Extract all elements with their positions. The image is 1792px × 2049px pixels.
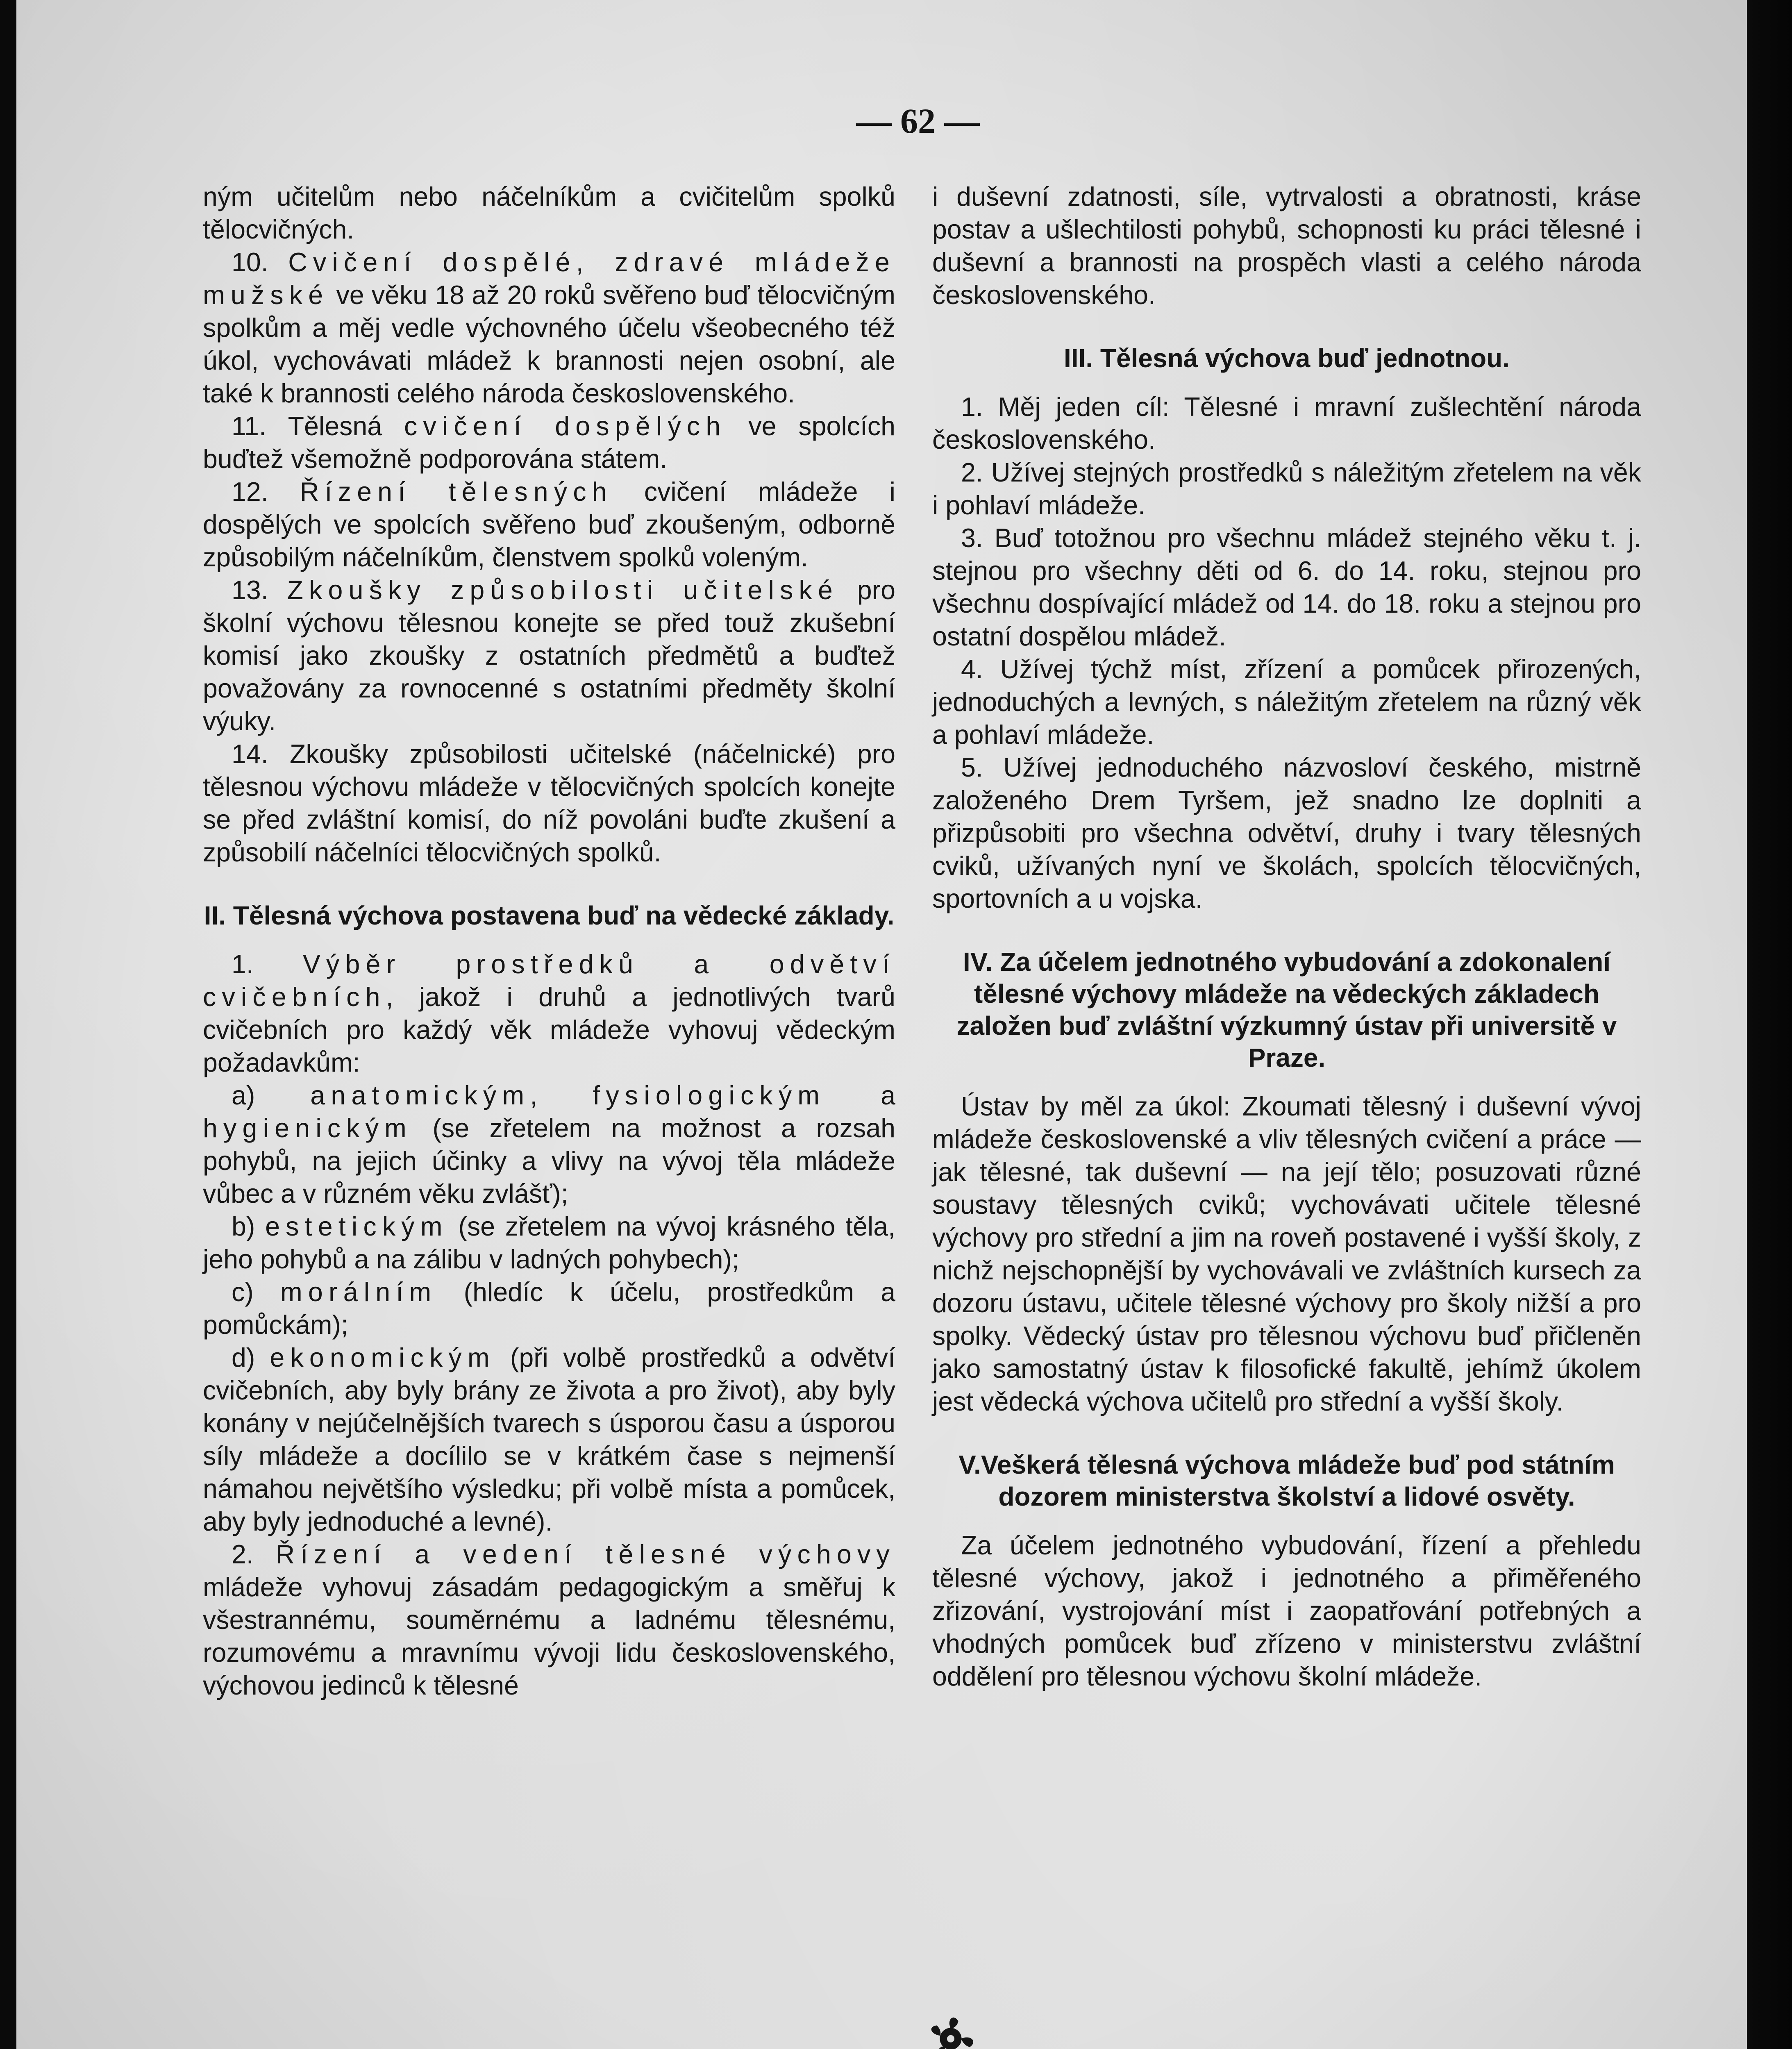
spaced-term: Zkoušky způsobilosti učitelské xyxy=(287,575,838,605)
paragraph-c xyxy=(203,1276,895,1341)
spaced-term: Řízení tělesných xyxy=(300,477,613,507)
section-heading-III: III. Tělesná výchova buď jednotnou. xyxy=(1064,343,1510,373)
paragraph-number: 1. xyxy=(232,950,303,979)
paragraph-number: 2. xyxy=(232,1540,276,1569)
spaced-term: anatomickým xyxy=(310,1081,530,1110)
paragraph-IV: Ústav by měl za úkol: Zkoumati tělesný i duševní vývoj mládeže československé a vliv tělesných cvičení a práce — jak tělesné, tak duševní — na její tělo; posuzovati různé soustavy tělesných cviků; vychovávati učitele tělesné výchovy pro střední a jim na roveň postavené i vyšší školy, z nichž nejschopnější by vychovávali ve zvláštních kursech za dozoru ústavu, učitele tělesné výchovy pro školy nižší a pro spolky. Vědecký ústav pro tělesnou výchovu buď přičleněn jako samostatný ústav k filosofické fakultě, jehímž úkolem jest vědecká výchova učitelů pro střední a vyšší školy. xyxy=(932,1092,1641,1416)
conjunction: a xyxy=(825,1081,895,1110)
spaced-term: ekonomickým xyxy=(270,1343,495,1372)
paragraph-11 xyxy=(203,410,895,475)
paragraph-text: (se zřetelem na možnost a rozsah pohybů, na jejich účinky a vlivy na vývoj těla mládeže vůbec a v různém věku zvlášť); xyxy=(203,1113,895,1209)
paragraph-III-3: 3. Buď totožnou pro všechnu mládež stejného věku t. j. stejnou pro všechny děti od 6. do 14. roku, stejnou pro všechnu dospívající mládež od 14. do 18. roku a stejnou pro ostatní dospělou mládež. xyxy=(932,523,1641,651)
spaced-term: cvičení dospělých xyxy=(404,411,727,441)
paragraph-b xyxy=(203,1210,895,1276)
page-number: — 62 — xyxy=(856,101,980,141)
paragraph-II-1 xyxy=(203,948,895,1079)
paragraph-number: 10. xyxy=(232,248,288,277)
paragraph-14: 14. Zkoušky způsobilosti učitelské (náčelnické) pro tělesnou výchovu mládeže v tělocvičných spolcích konejte se před zvláštní komisí, do níž povoláni buďte zkušení a způsobilí náčelníci tělocvičných spolků. xyxy=(203,739,895,867)
spaced-term: fysiologickým xyxy=(593,1081,826,1110)
paragraph-text: ve věku 18 až 20 roků svěřeno buď tělocvičným spolkům a měj vedle výchovného účelu všeobecného též úkol, vychovávati mládež k brannosti nejen osobní, ale také k brannosti celého národa československého. xyxy=(203,280,895,408)
paragraph-a xyxy=(203,1079,895,1210)
paragraph-number: 11. Tělesná xyxy=(232,411,404,441)
section-heading-II: II. Tělesná výchova postavena buď na vědecké základy. xyxy=(204,901,895,930)
separator: , xyxy=(530,1081,593,1110)
paragraph-III-1: 1. Měj jeden cíl: Tělesné i mravní zušlechtění národa československého. xyxy=(932,392,1641,454)
paragraph-13 xyxy=(203,574,895,738)
paragraph-III-5: 5. Užívej jednoduchého názvosloví českého, mistrně založeného Drem Tyršem, jež snadno lze doplniti a přizpůsobiti pro všechna odvětví, druhy i tvary tělesných cviků, užívaných nyní ve školách, spolcích tělocvičných, sportovních a u vojska. xyxy=(932,753,1641,913)
paragraph-text: , jakož i druhů a jednotlivých tvarů cvičebních pro každý věk mládeže vyhovuj vědeckým požadavkům: xyxy=(203,982,895,1077)
floral-ornament-icon xyxy=(893,2010,988,2049)
spaced-term: Cvičení dospělé, zdravé mládeže mužské xyxy=(203,248,895,310)
paragraph-text: (hledíc k účelu, prostředkům a pomůckám); xyxy=(203,1277,896,1340)
paragraph-text: (při volbě prostředků a odvětví cvičebních, aby byly brány ze života a pro život), aby byly konány v nejúčelnějších tvarech s úsporou času a úsporou síly mládeže a docílilo se v krátkém čase s nejmenší námahou největšího výsledku; při volbě místa a pomůcek, aby byly jednoduché a levné). xyxy=(203,1343,895,1536)
paragraph-number: 12. xyxy=(232,477,300,507)
item-letter: d) xyxy=(232,1343,270,1372)
item-letter: c) xyxy=(232,1277,281,1307)
paragraph: i duševní zdatnosti, síle, vytrvalosti a obratnosti, kráse postav a ušlechtilosti pohybů, schopnosti ku práci tělesné i duševní a brannosti na prospěch vlasti a celého národa československého. xyxy=(932,182,1641,310)
paragraph-d xyxy=(203,1341,895,1538)
paragraph-text: (se zřetelem na vývoj krásného těla, jeho pohybů a na zálibu v ladných pohybech); xyxy=(203,1212,895,1274)
paragraph-text: pro školní výchovu tělesnou konejte se před touž zkušební komisí jako zkoušky z ostatních předmětů a buďtež považovány za rovnocenné s ostatními předměty školní výuky. xyxy=(203,575,895,736)
paragraph-10 xyxy=(203,246,895,410)
spaced-term: hygienickým xyxy=(203,1113,412,1143)
left-column xyxy=(203,180,895,1702)
scan-edge xyxy=(1747,0,1792,2049)
paragraph-III-4: 4. Užívej týchž míst, zřízení a pomůcek přirozených, jednoduchých a levných, s náležitým zřetelem na různý věk a pohlaví mládeže. xyxy=(932,654,1641,750)
paragraph-text: cvičení mládeže i dospělých ve spolcích svěřeno buď zkoušeným, odborně způsobilým náčelníkům, členstvem spolků voleným. xyxy=(203,477,895,572)
section-heading-V: V.Veškerá tělesná výchova mládeže buď pod státním dozorem ministerstva školství a lidové osvěty. xyxy=(958,1450,1615,1511)
section-heading-IV: IV. Za účelem jednotného vybudování a zdokonalení tělesné výchovy mládeže na vědeckých základech založen buď zvláštní výzkumný ústav při universitě v Praze. xyxy=(956,947,1617,1072)
paragraph-II-2 xyxy=(203,1538,895,1702)
spaced-term: Řízení a vedení tělesné výchovy xyxy=(275,1540,895,1569)
paragraph-text: ve spolcích buďtež všemožně podporována státem. xyxy=(203,411,895,474)
item-letter: a) xyxy=(232,1081,311,1110)
paragraph-III-2: 2. Užívej stejných prostředků s náležitým zřetelem na věk i pohlaví mládeže. xyxy=(932,458,1641,520)
paragraph-12 xyxy=(203,475,895,574)
item-letter: b) xyxy=(232,1212,266,1241)
right-column xyxy=(932,180,1641,1693)
scanned-page xyxy=(16,0,1754,2049)
spaced-term: estetickým xyxy=(265,1212,448,1241)
spaced-term: morálním xyxy=(280,1277,437,1307)
paragraph: ným učitelům nebo náčelníkům a cvičitelům spolků tělocvičných. xyxy=(203,182,895,244)
paragraph-V: Za účelem jednotného vybudování, řízení a přehledu tělesné výchovy, jakož i jednotného a přiměřeného zřizování, vystrojování míst i zaopatřování potřebných a vhodných pomůcek buď zřízeno v ministerstvu zvláštní oddělení pro tělesnou výchovu školní mládeže. xyxy=(932,1531,1641,1691)
spaced-term: Výběr prostředků a odvětví cvičebních xyxy=(203,950,895,1012)
paragraph-number: 13. xyxy=(232,575,287,605)
paragraph-text: mládeže vyhovuj zásadám pedagogickým a směřuj k všestrannému, souměrnému a ladnému tělesnému, rozumovému a mravnímu vývoji lidu československého, výchovou jedinců k tělesné xyxy=(203,1572,895,1700)
